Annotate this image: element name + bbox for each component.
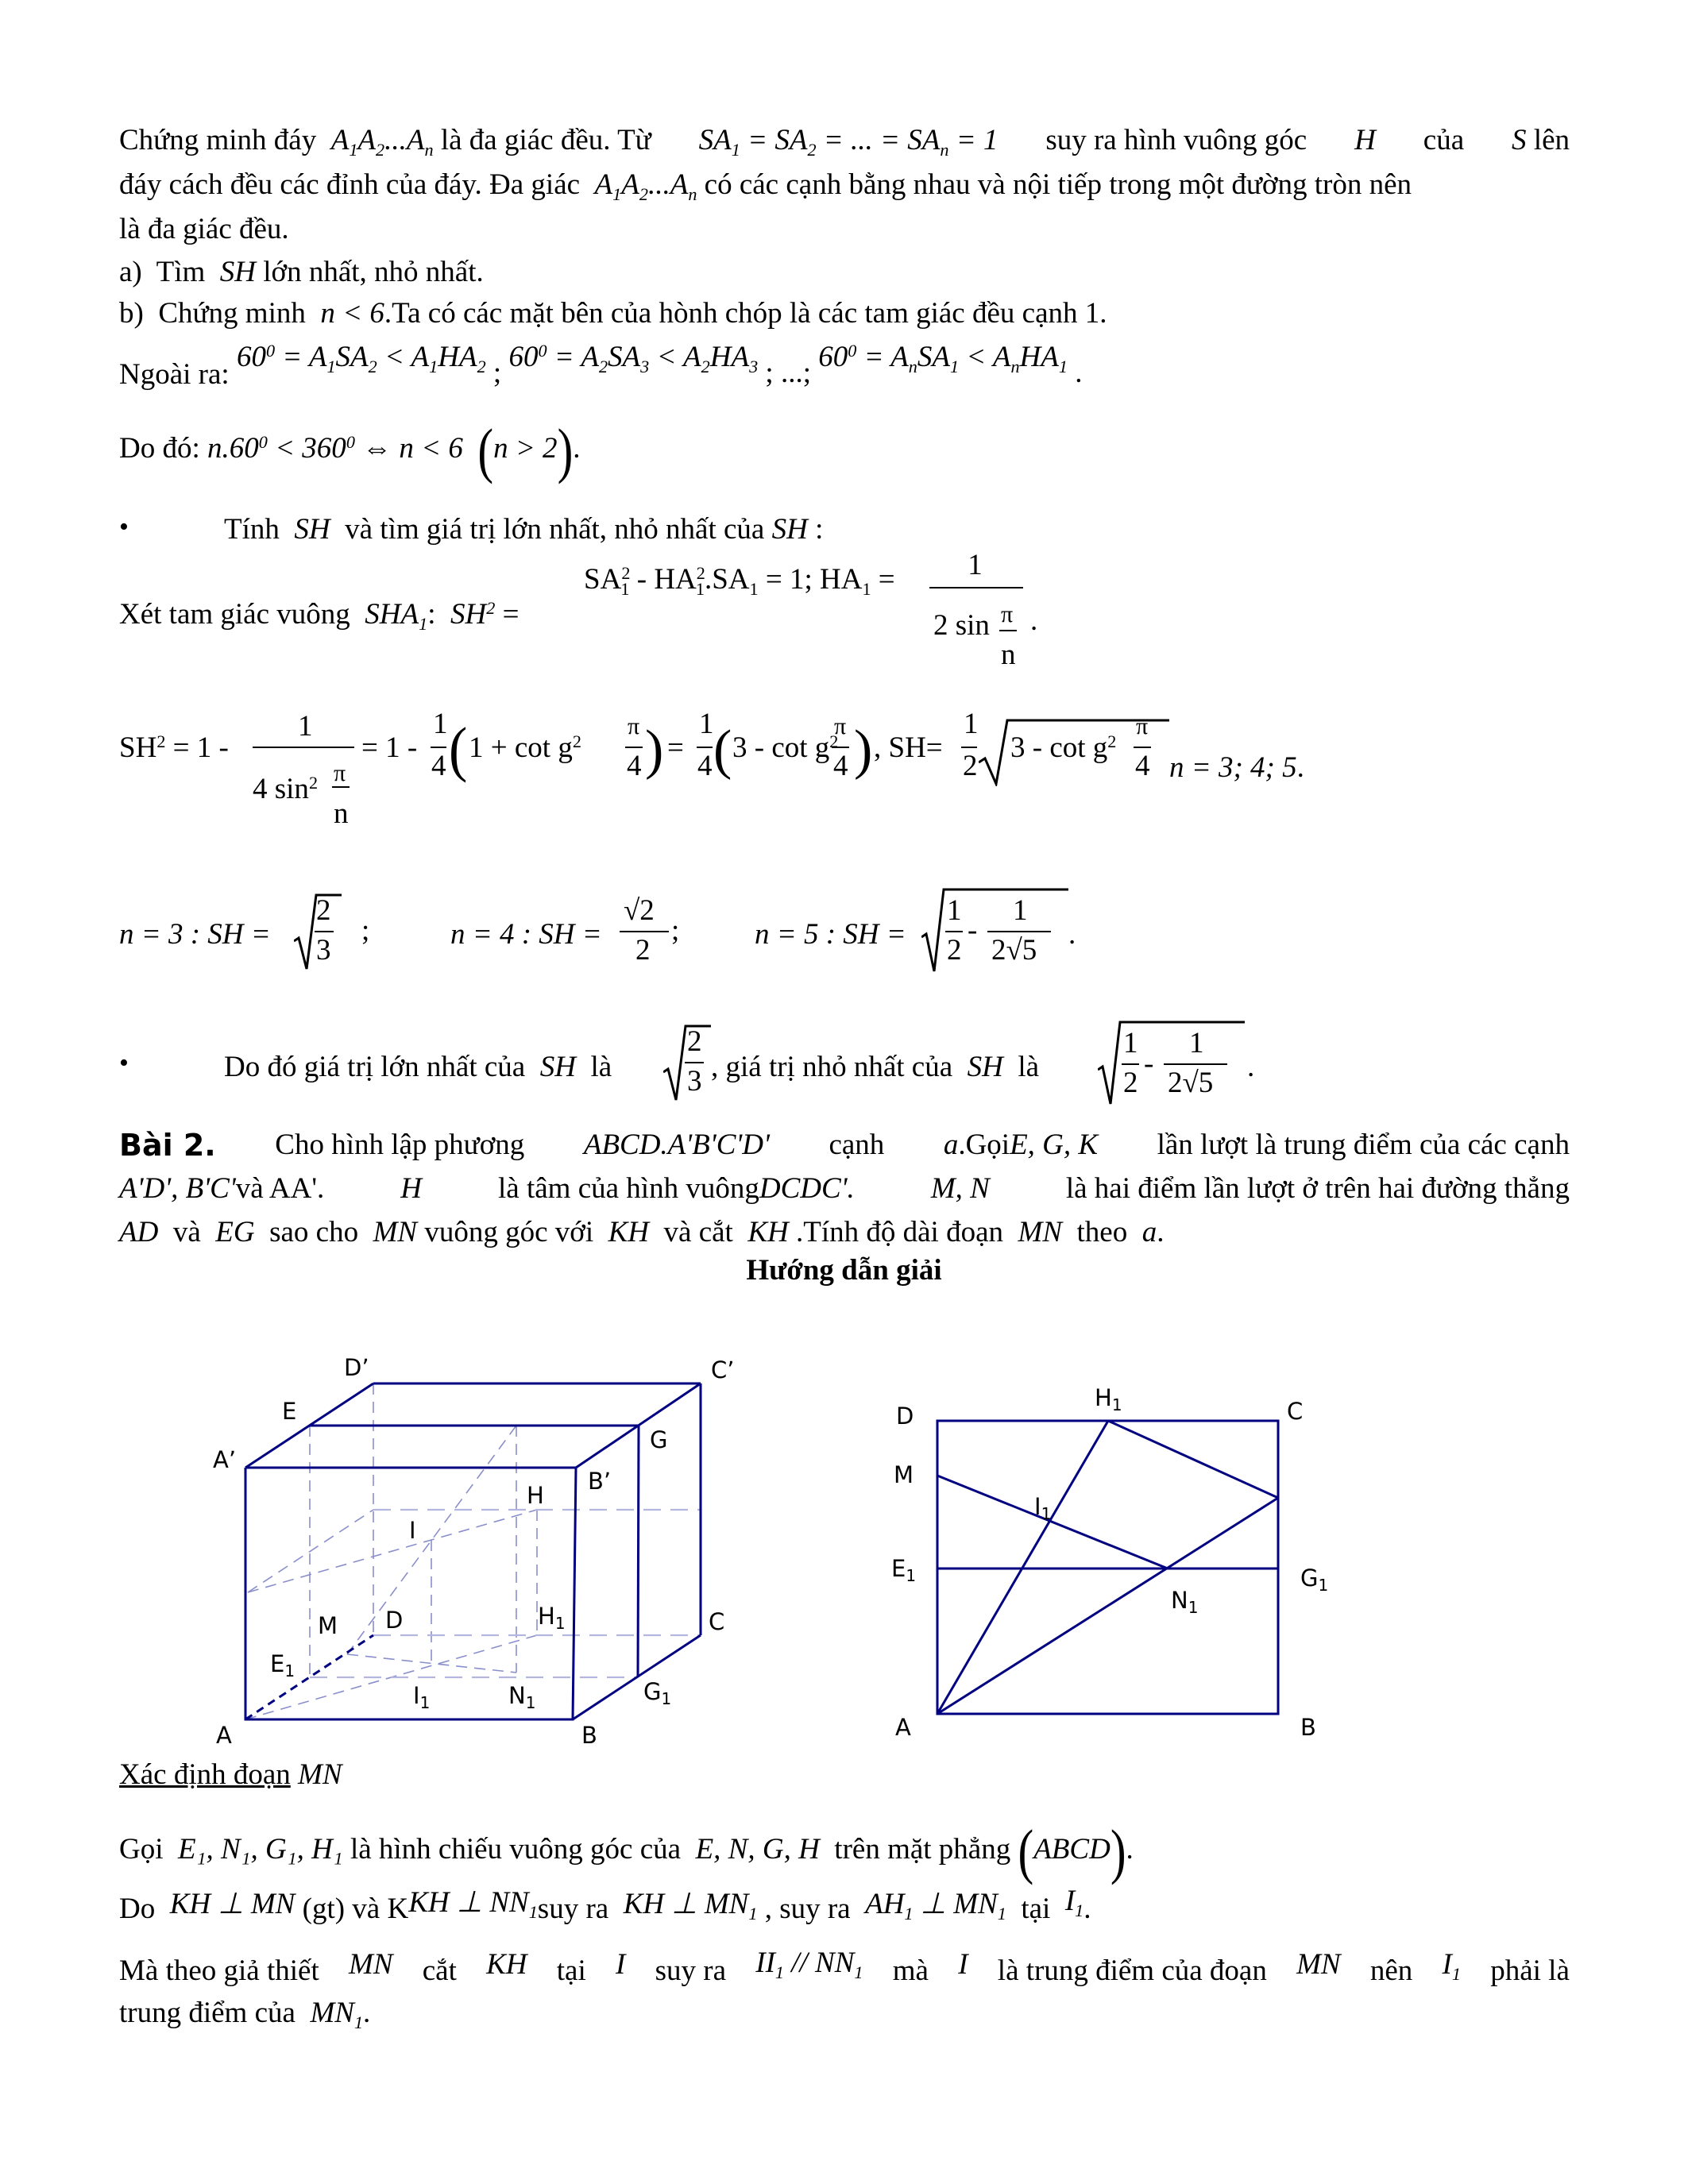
text: đáy cách đều các đỉnh của đáy. Đa giác $A_1A_2...A_n$ có các cạnh bằng nhau và nội tiếp trong một đường tròn nên <box>119 168 1412 204</box>
label-a: A <box>216 1722 232 1749</box>
xet-line: Xét tam giác vuông $SHA_1$: $SH^2$ = <box>119 597 520 634</box>
label-h: H <box>527 1482 544 1509</box>
label-e1: $E_1$ <box>270 1650 295 1680</box>
label-m: M <box>894 1461 914 1488</box>
label-c: C <box>709 1608 725 1635</box>
label-i1: $I_1$ <box>413 1682 431 1712</box>
case-n3: n = 3 : SH = <box>119 918 271 951</box>
bullet2-text: Do đó giá trị lớn nhất của SH là <box>224 1051 612 1083</box>
line-k-d <box>248 1510 373 1592</box>
num: √2 <box>624 894 655 927</box>
one: 1 <box>699 708 714 740</box>
label-c: C <box>1287 1398 1304 1425</box>
paren-r: ) <box>645 720 664 781</box>
do-kh-line: Do KH ⊥ MN (gt) và KKH ⊥ $NN_1suy$ ra KH ⊥ $MN_1$ , suy ra $AH_1$ ⊥ $MN_1$ tại $I_1$. <box>119 1885 1091 1925</box>
label-g1: $G_1$ <box>1300 1565 1329 1595</box>
bai2-line1: Bài 2. Cho hình lập phương ABCD.A'B'C'D' cạnh a.GọiE, G, K lần lượt là trung điểm của các cạnh <box>119 1128 1570 1163</box>
label-g: G <box>650 1426 668 1453</box>
text: a.GọiE, G, K <box>943 1129 1099 1161</box>
end: . <box>1068 918 1076 951</box>
pi-symbol: π <box>1001 601 1014 627</box>
last-line: trung điểm của $MN_1$. <box>119 1997 371 2032</box>
n: n <box>334 797 349 830</box>
edge-gg1 <box>638 1426 639 1677</box>
para1-line3: là đa giác đều. <box>119 213 289 245</box>
rad: $3 - \cot g^2$ <box>1010 731 1117 764</box>
bai2-line2: A'D', B'C'và AA'. H là tâm của hình vuôngDCDC'. M, N là hai điểm lần lượt ở trên hai đường thẳng <box>119 1172 1570 1205</box>
formula-sa: $SA_1 = SA_2$ = ... = $SA_n = 1$ <box>698 124 999 160</box>
fraction-num: 1 <box>968 549 983 581</box>
hidden-plane-lines <box>310 1510 701 1677</box>
case-n5: n = 5 : SH = <box>755 918 906 951</box>
t4: , SH= <box>874 731 943 764</box>
label-h1: $H_1$ <box>538 1603 566 1633</box>
part-a: a) Tìm SH lớn nhất, nhỏ nhất. <box>119 256 484 288</box>
den: 3 <box>316 934 331 967</box>
label-b: B <box>581 1722 597 1749</box>
label-m: M <box>318 1612 338 1639</box>
four: 4 <box>697 750 713 782</box>
label-a-prime: A’ <box>213 1446 237 1473</box>
do-do-line: Do đó: $n.60^0 < 360^0$ ⇔ n < 6 (n > 2). <box>119 415 581 484</box>
one: 1 <box>433 708 448 740</box>
den: 2√5 <box>991 934 1037 967</box>
line-kh <box>248 1510 537 1592</box>
label-b: B <box>1300 1714 1316 1741</box>
label-n1: $N_1$ <box>1171 1587 1199 1617</box>
num: 2 <box>316 894 331 927</box>
text: S lên <box>1512 124 1570 156</box>
bai2-line3: AD và EG sao cho MN vuông góc với KH và cắt KH .Tính độ dài đoạn MN theo a. <box>119 1216 1165 1248</box>
num: 1 <box>1013 894 1028 927</box>
text: của <box>1423 124 1465 156</box>
minus: - <box>968 914 978 947</box>
bullet2-text2: , giá trị nhỏ nhất của SH là <box>711 1051 1040 1083</box>
label-i: I <box>409 1517 416 1544</box>
one: 1 <box>964 708 979 740</box>
ncond: n = 3; 4; 5. <box>1169 751 1304 784</box>
paren-l: ( <box>449 716 468 784</box>
square-figure <box>937 1421 1278 1714</box>
label-d: D <box>385 1607 404 1634</box>
den: 2√5 <box>1168 1067 1214 1099</box>
sh2-t2: = 1 - <box>361 731 418 764</box>
n-den: n <box>1001 639 1016 671</box>
label-c-prime: C’ <box>711 1356 735 1383</box>
huong-dan-title: Hướng dẫn giải <box>746 1254 942 1287</box>
bai2-label: Bài 2. <box>119 1128 216 1163</box>
semi: ; <box>671 914 680 947</box>
four: 4 <box>627 750 642 782</box>
text: Chứng minh đáy $A_1A_2...A_n$ là đa giác đều. Từ <box>119 124 651 160</box>
ma-theo-line: Mà theo giả thiết MN cắt KH tại I suy ra $II_1 // NN_1$ mà I là trung điểm của đoạn MN nên $I_1$ phải là <box>119 1947 1570 1987</box>
paren-r: ) <box>854 720 873 781</box>
text: là tâm của hình vuôngDCDC'. <box>498 1172 855 1205</box>
square-labels <box>891 1384 1328 1741</box>
sh2-formula: $SH^2 = 1$ - <box>119 731 229 764</box>
label-b-prime: B’ <box>588 1468 612 1495</box>
label-a: A <box>895 1714 911 1741</box>
fraction-den: 2 sin <box>933 609 990 642</box>
den: 3 <box>687 1065 702 1098</box>
frac1-den: 4 $\sin^2$ <box>253 772 319 805</box>
four: 4 <box>833 750 848 782</box>
num: 1 <box>947 894 962 927</box>
xet-end: . <box>1030 604 1038 637</box>
label-g1: $G_1$ <box>643 1678 672 1708</box>
var-h: H <box>1354 124 1376 156</box>
den: 2 <box>947 934 962 967</box>
num: 1 <box>1123 1027 1138 1059</box>
part-b: b) Chứng minh n < 6.Ta có các mặt bên của hònh chóp là các tam giác đều cạnh 1. <box>119 297 1107 330</box>
frac1-num: 1 <box>298 710 313 743</box>
bullet-icon: • <box>119 1048 129 1078</box>
ngoai-ra-line: Ngoài ra: $60^0 = A_1SA_2 < A_1HA_2$ ; $60^0 = A_2SA_3 < A_2HA_3$ ; ...; $60^0 = A_nSA_1 < A_nHA_1$ . <box>119 340 1083 391</box>
end: . <box>1247 1051 1255 1083</box>
pi: π <box>628 713 640 739</box>
pi: π <box>334 760 346 786</box>
visible-edges <box>245 1383 701 1719</box>
bullet-icon: • <box>119 512 129 542</box>
label-d-prime: D’ <box>344 1354 369 1381</box>
den: 2 <box>635 934 651 967</box>
line-a-bc <box>937 1498 1278 1714</box>
num: 2 <box>687 1025 702 1058</box>
two: 2 <box>963 750 978 782</box>
minus: - <box>1144 1048 1154 1080</box>
t3: = <box>667 731 684 764</box>
goi-line: Gọi E₁, N₁, G₁, H₁ là hình chiếu vuông góc của E, N, G, H trên mặt phẳng (ABCD). <box>119 1816 1134 1885</box>
line-mn1 <box>937 1476 1168 1569</box>
paren-l: ( <box>713 720 732 781</box>
text: suy ra hình vuông góc <box>1045 124 1308 156</box>
p2: $3 - \cot g^2$ <box>732 731 839 764</box>
label-d: D <box>896 1403 914 1430</box>
xac-dinh-heading: Xác định đoạn MN <box>119 1758 342 1791</box>
line-h1-bc <box>1108 1421 1278 1498</box>
case-n4: n = 4 : SH = <box>450 918 602 951</box>
den: 2 <box>1123 1067 1138 1099</box>
label-e: E <box>282 1398 297 1425</box>
label-i1: $I_1$ <box>1034 1493 1052 1523</box>
label-n1: $N_1$ <box>508 1682 536 1712</box>
label-h1: $H_1$ <box>1095 1384 1122 1414</box>
num: 1 <box>1189 1027 1204 1059</box>
xet-rhs: $SA^2_1 - HA^2_1.SA_1 = 1$; $HA_1$ = <box>584 562 895 599</box>
semi: ; <box>361 914 370 947</box>
pi: π <box>1136 713 1149 739</box>
bullet1-text: Tính SH và tìm giá trị lớn nhất, nhỏ nhất của SH : <box>224 513 824 546</box>
label-e1: $E_1$ <box>891 1555 917 1585</box>
text: A'D', B'C'và AA'. <box>119 1172 325 1205</box>
p1: $1 + \cot g^2$ <box>469 731 581 764</box>
four: 4 <box>1135 750 1150 782</box>
four: 4 <box>431 750 446 782</box>
pi: π <box>834 713 847 739</box>
